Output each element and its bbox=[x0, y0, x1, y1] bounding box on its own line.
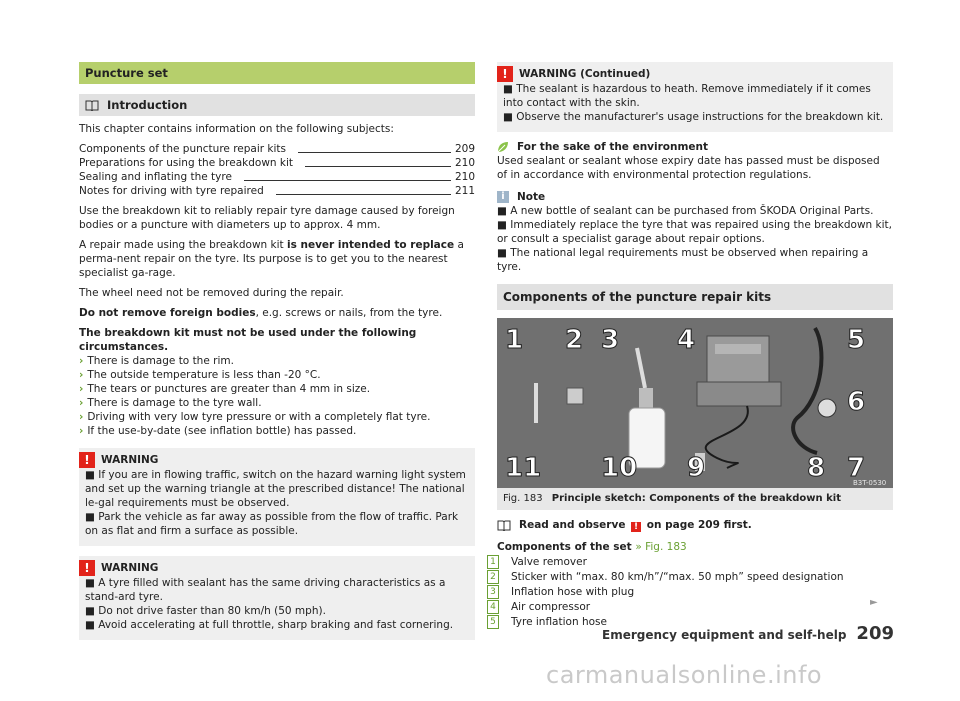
list-item bbox=[79, 396, 475, 410]
warning-text: Avoid accelerating at full throttle, sharp braking and fast cornering. bbox=[98, 619, 454, 631]
warning-box-continued bbox=[497, 62, 893, 132]
components-list bbox=[490, 540, 893, 629]
warning-icon: ! bbox=[497, 66, 513, 82]
figure-number: 1 bbox=[505, 325, 524, 355]
list-item-text: Driving with very low tyre pressure or with a completely flat tyre. bbox=[87, 411, 431, 423]
intro-paragraph: Use the breakdown kit to reliably repair tyre damage caused by foreign bodies or a puncture with diameters up to approx. 4 mm. bbox=[79, 205, 455, 231]
watermark: carmanualsonline.info bbox=[546, 661, 823, 689]
left-column bbox=[79, 62, 475, 640]
toc-row[interactable] bbox=[79, 170, 475, 184]
environment-title: For the sake of the environment bbox=[517, 141, 709, 153]
warning-icon: ! bbox=[631, 522, 641, 532]
intro-paragraph bbox=[79, 238, 475, 280]
arrow-icon: › bbox=[79, 411, 84, 423]
environment-heading bbox=[497, 140, 893, 154]
warning-item: ■ Observe the manufacturer's usage instructions for the breakdown kit. bbox=[503, 111, 884, 123]
arrow-icon: › bbox=[79, 369, 84, 381]
figure-number: 7 bbox=[847, 453, 866, 483]
toc-page: 211 bbox=[454, 185, 475, 197]
warning-item: ■ Park the vehicle as far away as possible from the flow of traffic. Park on as flat and firm a surface as possible. bbox=[85, 511, 459, 537]
circumstances-heading: The breakdown kit must not be used under the following circumstances. bbox=[79, 327, 417, 353]
item-text: Inflation hose with plug bbox=[511, 585, 635, 598]
note-item: ■ A new bottle of sealant can be purchased from ŠKODA Original Parts. bbox=[497, 205, 874, 217]
text-run: , e.g. screws or nails, from the tyre. bbox=[255, 307, 443, 319]
warning-item: ■ A tyre filled with sealant has the same driving characteristics as a stand-ard tyre. bbox=[85, 577, 446, 603]
info-icon: i bbox=[497, 191, 509, 203]
toc-leader bbox=[244, 180, 451, 181]
figure-number: 5 bbox=[847, 325, 866, 355]
list-item bbox=[79, 354, 475, 368]
toc-label: Preparations for using the breakdown kit bbox=[79, 157, 294, 169]
figure-number: 9 bbox=[687, 453, 706, 483]
environment-text: Used sealant or sealant whose expiry date has passed must be disposed of in accordance with environmental protection regulations. bbox=[497, 155, 880, 181]
read-observe-link[interactable]: on page 209 first. bbox=[646, 519, 752, 531]
intro-paragraph bbox=[79, 306, 475, 320]
warning-title: WARNING bbox=[101, 562, 159, 574]
read-observe-text: Read and observe bbox=[519, 519, 626, 531]
warning-heading bbox=[497, 66, 887, 82]
warning-text: If you are in flowing traffic, switch on the hazard warning light system and set up the warning triangle at the prescribed distance! The national le-gal requirements must be observed. bbox=[85, 469, 466, 509]
toc-page: 210 bbox=[454, 171, 475, 183]
warning-box bbox=[79, 556, 475, 640]
list-item-text: There is damage to the tyre wall. bbox=[87, 397, 262, 409]
warning-text: A tyre filled with sealant has the same driving characteristics as a stand-ard tyre. bbox=[85, 577, 446, 603]
arrow-icon: › bbox=[79, 425, 84, 437]
figure-number: 11 bbox=[505, 453, 542, 483]
leaf-icon bbox=[497, 141, 509, 153]
toc-leader bbox=[305, 166, 451, 167]
note-item: ■ Immediately replace the tyre that was repaired using the breakdown kit, or consult a specialist garage about repair options. bbox=[497, 219, 892, 245]
warning-item: ■ Do not drive faster than 80 km/h (50 mph). bbox=[85, 605, 326, 617]
arrow-icon: › bbox=[79, 355, 84, 367]
toc-leader bbox=[298, 152, 451, 153]
item-number: 5 bbox=[487, 615, 499, 629]
book-icon bbox=[85, 100, 99, 111]
note-title: Note bbox=[517, 191, 546, 203]
item-text: Valve remover bbox=[511, 555, 587, 568]
list-item bbox=[490, 599, 893, 614]
list-item bbox=[79, 424, 475, 438]
toc-label: Components of the puncture repair kits bbox=[79, 143, 287, 155]
list-item bbox=[490, 584, 893, 599]
figure-reference-link[interactable]: » Fig. 183 bbox=[635, 541, 687, 553]
warning-title: WARNING (Continued) bbox=[519, 68, 651, 80]
toc-leader bbox=[276, 194, 451, 195]
item-number: 4 bbox=[487, 600, 499, 614]
note-item: ■ The national legal requirements must be observed when repairing a tyre. bbox=[497, 247, 869, 273]
note-text: The national legal requirements must be observed when repairing a tyre. bbox=[497, 247, 869, 273]
warning-text: The sealant is hazardous to heath. Remove immediately if it comes into contact with the skin. bbox=[503, 83, 871, 109]
footer-chapter: Emergency equipment and self-help bbox=[602, 628, 847, 642]
note-text: Immediately replace the tyre that was repaired using the breakdown kit, or consult a specialist garage about repair options. bbox=[497, 219, 892, 245]
page-number: 209 bbox=[856, 623, 894, 644]
note-text: A new bottle of sealant can be purchased from ŠKODA Original Parts. bbox=[510, 205, 874, 217]
warning-box bbox=[79, 448, 475, 546]
warning-text: Observe the manufacturer's usage instructions for the breakdown kit. bbox=[516, 111, 884, 123]
list-item-text: The outside temperature is less than -20 °C. bbox=[87, 369, 321, 381]
figure-number: 8 bbox=[807, 453, 826, 483]
list-item bbox=[79, 368, 475, 382]
toc-label: Sealing and inflating the tyre bbox=[79, 171, 232, 183]
list-item-text: If the use-by-date (see inflation bottle) has passed. bbox=[87, 425, 357, 437]
toc-page: 210 bbox=[454, 157, 475, 169]
text-run: A repair made using the breakdown kit bbox=[79, 239, 287, 251]
figure-components bbox=[497, 318, 893, 488]
warning-text: Park the vehicle as far away as possible from the flow of traffic. Park on as flat and firm a surface as possible. bbox=[85, 511, 459, 537]
warning-icon: ! bbox=[79, 452, 95, 468]
warning-item: ■ The sealant is hazardous to heath. Remove immediately if it comes into contact with the skin. bbox=[503, 83, 871, 109]
figure-number: 6 bbox=[847, 387, 866, 417]
section-title: Puncture set bbox=[79, 62, 475, 84]
intro-lead: This chapter contains information on the following subjects: bbox=[79, 123, 394, 135]
right-column bbox=[490, 62, 893, 629]
toc-row[interactable] bbox=[79, 156, 475, 170]
emphasis: is never intended to replace bbox=[286, 239, 455, 251]
warning-heading bbox=[79, 452, 469, 468]
warning-item: ■ If you are in flowing traffic, switch on the hazard warning light system and set up the warning triangle at the prescribed distance! The national le-gal requirements must be observed. bbox=[85, 469, 466, 509]
figure-title: Principle sketch: Components of the breakdown kit bbox=[551, 493, 841, 504]
figure-number: 2 bbox=[565, 325, 584, 355]
book-icon bbox=[497, 520, 511, 531]
components-heading bbox=[497, 540, 893, 554]
list-item-text: The tears or punctures are greater than 4 mm in size. bbox=[87, 383, 371, 395]
components-section-title: Components of the puncture repair kits bbox=[497, 284, 893, 310]
note-heading bbox=[497, 190, 893, 204]
list-item-text: There is damage to the rim. bbox=[87, 355, 234, 367]
list-item bbox=[490, 554, 893, 569]
figure-code: B3T-0530 bbox=[853, 479, 887, 487]
page-footer bbox=[602, 623, 894, 644]
emphasis: Do not remove foreign bodies bbox=[79, 307, 256, 319]
toc-row[interactable] bbox=[79, 184, 475, 198]
components-heading-text: Components of the set bbox=[497, 541, 632, 553]
item-text: Sticker with “max. 80 km/h”/“max. 50 mph” speed designation bbox=[511, 570, 844, 583]
warning-title: WARNING bbox=[101, 454, 159, 466]
text-run: a perma-nent repair on the tyre. Its purpose is to get you to the nearest specialist ga-rage. bbox=[79, 239, 464, 279]
circumstances-list bbox=[79, 354, 475, 438]
warning-item: ■ Avoid accelerating at full throttle, sharp braking and fast cornering. bbox=[85, 619, 454, 631]
warning-icon: ! bbox=[79, 560, 95, 576]
item-number: 3 bbox=[487, 585, 499, 599]
figure-caption bbox=[497, 488, 893, 510]
figure-number: 10 bbox=[601, 453, 638, 483]
toc bbox=[79, 142, 475, 198]
read-observe bbox=[497, 518, 893, 532]
figure-number-label: Fig. 183 bbox=[503, 493, 543, 504]
list-item bbox=[79, 382, 475, 396]
figure-illustration bbox=[497, 318, 893, 488]
toc-label: Notes for driving with tyre repaired bbox=[79, 185, 264, 197]
item-number: 2 bbox=[487, 570, 499, 584]
list-item bbox=[490, 569, 893, 584]
intro-paragraph: The wheel need not be removed during the repair. bbox=[79, 287, 344, 299]
figure-number: 3 bbox=[601, 325, 620, 355]
item-number: 1 bbox=[487, 555, 499, 569]
figure-number: 4 bbox=[677, 325, 696, 355]
arrow-icon: › bbox=[79, 397, 84, 409]
continue-arrow-icon: ► bbox=[870, 597, 878, 608]
arrow-icon: › bbox=[79, 383, 84, 395]
intro-heading-bar bbox=[79, 94, 475, 116]
toc-page: 209 bbox=[454, 143, 475, 155]
list-item bbox=[79, 410, 475, 424]
item-text: Air compressor bbox=[511, 600, 591, 613]
warning-text: Do not drive faster than 80 km/h (50 mph). bbox=[98, 605, 326, 617]
intro-heading: Introduction bbox=[107, 98, 188, 112]
toc-row[interactable] bbox=[79, 142, 475, 156]
warning-heading bbox=[79, 560, 469, 576]
item-text: Tyre inflation hose bbox=[511, 615, 607, 628]
